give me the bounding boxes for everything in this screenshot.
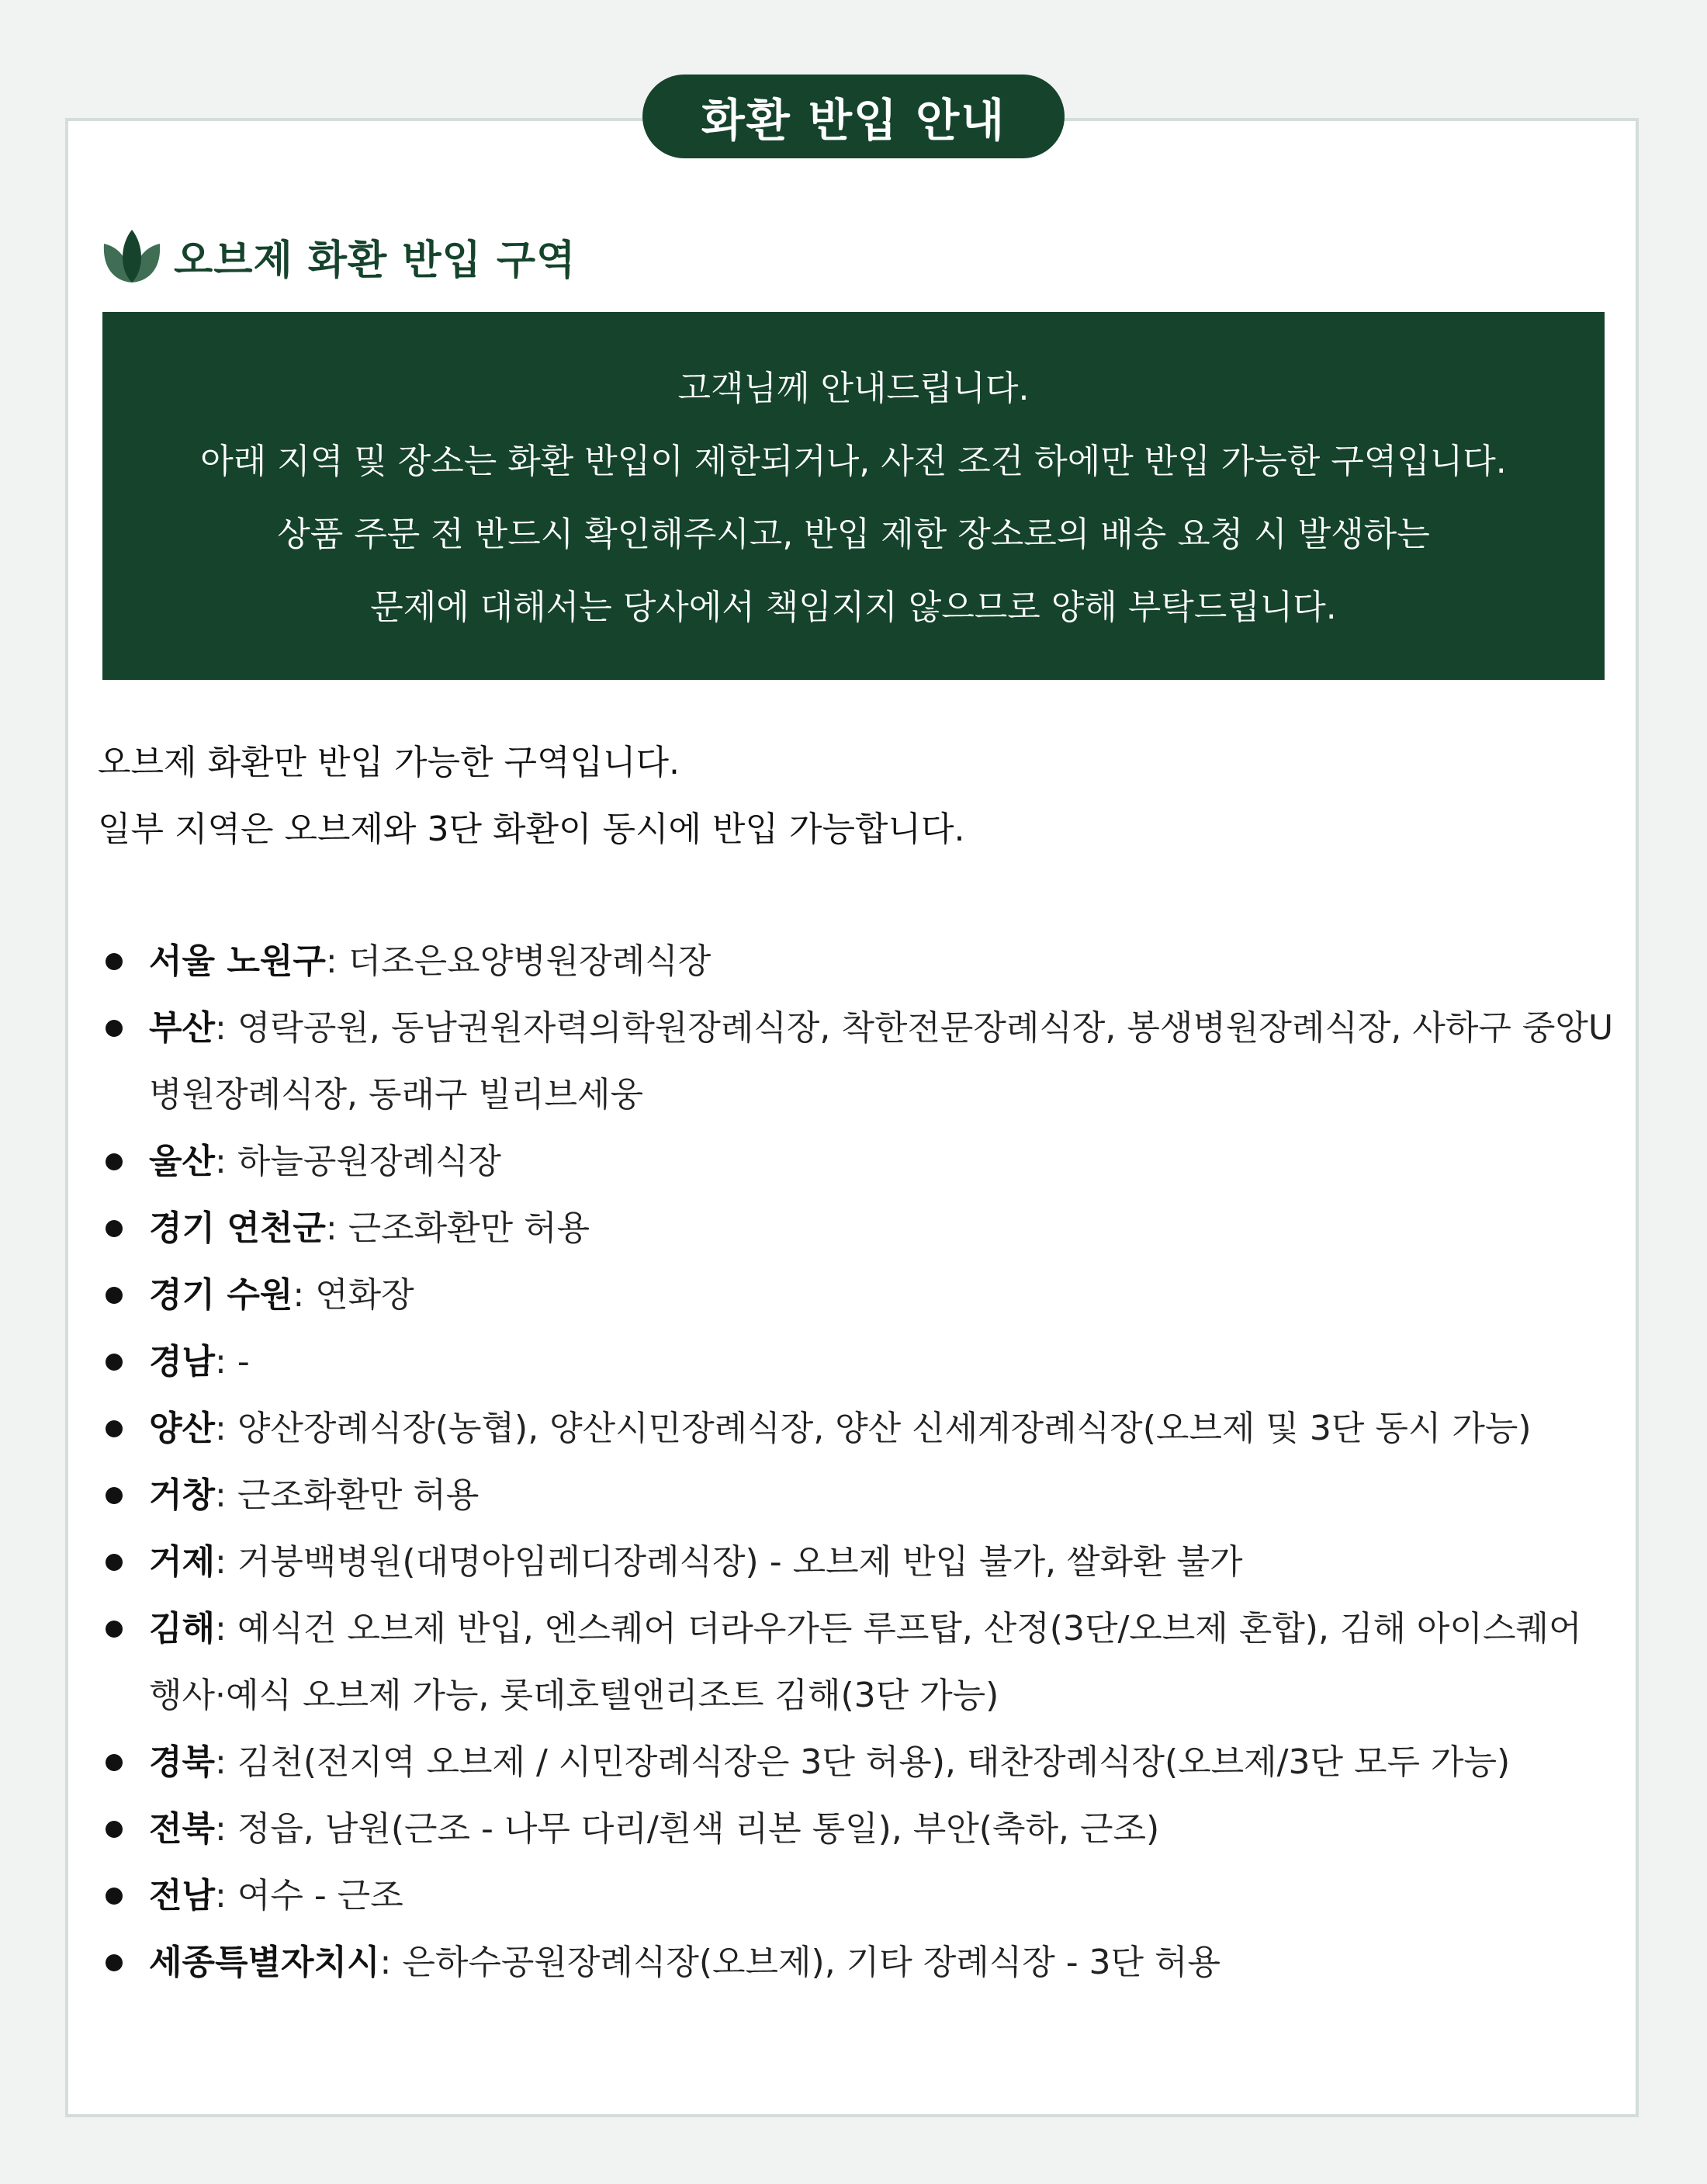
region-item bbox=[101, 1863, 1614, 1929]
region-detail: 영락공원, 동남권원자력의학원장례식장, 착한전문장례식장, 봉생병원장례식장, 사하구 중앙U병원장례식장, 동래구 빌리브세웅 bbox=[149, 1008, 1614, 1115]
region-detail: 양산장례식장(농협), 양산시민장례식장, 양산 신세계장례식장(오브제 및 3단 동시 가능) bbox=[237, 1409, 1532, 1448]
bullet-icon bbox=[106, 1020, 123, 1037]
bullet-icon bbox=[106, 1487, 123, 1504]
region-name: 경북 bbox=[149, 1742, 216, 1782]
region-item bbox=[101, 1262, 1614, 1329]
region-detail: - bbox=[237, 1342, 250, 1381]
region-item bbox=[101, 1462, 1614, 1529]
region-name: 서울 노원구 bbox=[149, 941, 326, 981]
region-separator: : bbox=[215, 1475, 237, 1515]
region-detail: 예식건 오브제 반입, 엔스퀘어 더라우가든 루프탑, 산정(3단/오브제 혼합), 김해 아이스퀘어 행사·예식 오브제 가능, 롯데호텔앤리조트 김해(3단 가능) bbox=[149, 1609, 1582, 1715]
bullet-icon bbox=[106, 1621, 123, 1638]
region-item bbox=[101, 1529, 1614, 1596]
intro-text bbox=[98, 730, 964, 863]
region-name: 거제 bbox=[149, 1542, 216, 1582]
region-name: 전북 bbox=[149, 1809, 216, 1849]
region-item bbox=[101, 1329, 1614, 1395]
bullet-icon bbox=[106, 1287, 123, 1304]
intro-line: 일부 지역은 오브제와 3단 화환이 동시에 반입 가능합니다. bbox=[98, 809, 965, 849]
region-item bbox=[101, 1929, 1614, 1996]
region-name: 전남 bbox=[149, 1876, 216, 1915]
region-name: 세종특별자치시 bbox=[149, 1943, 380, 1982]
region-item bbox=[101, 1729, 1614, 1796]
bullet-icon bbox=[106, 1821, 123, 1838]
bullet-icon bbox=[106, 1354, 123, 1371]
region-detail: 연화장 bbox=[315, 1275, 414, 1315]
bullet-icon bbox=[106, 1420, 123, 1437]
region-separator: : bbox=[215, 1342, 237, 1381]
region-item bbox=[101, 1128, 1614, 1195]
region-separator: : bbox=[379, 1943, 403, 1982]
page-title-text: 화환 반입 안내 bbox=[701, 94, 1006, 147]
region-separator: : bbox=[215, 1809, 237, 1849]
region-name: 김해 bbox=[149, 1609, 216, 1648]
region-name: 거창 bbox=[149, 1475, 216, 1515]
region-separator: : bbox=[325, 1208, 348, 1248]
leaf-icon bbox=[101, 227, 163, 286]
region-item bbox=[101, 928, 1614, 995]
region-separator: : bbox=[293, 1275, 316, 1315]
region-separator: : bbox=[215, 1409, 237, 1448]
region-item bbox=[101, 1596, 1614, 1729]
region-detail: 은하수공원장례식장(오브제), 기타 장례식장 - 3단 허용 bbox=[402, 1943, 1221, 1982]
bullet-icon bbox=[106, 1153, 123, 1170]
region-detail: 거붕백병원(대명아임레디장례식장) - 오브제 반입 불가, 쌀화환 불가 bbox=[237, 1542, 1243, 1582]
region-detail: 정읍, 남원(근조 - 나무 다리/흰색 리본 통일), 부안(축하, 근조) bbox=[237, 1809, 1160, 1849]
region-detail: 여수 - 근조 bbox=[237, 1876, 403, 1915]
region-name: 울산 bbox=[149, 1142, 216, 1181]
region-list bbox=[101, 928, 1614, 1996]
intro-line: 오브제 화환만 반입 가능한 구역입니다. bbox=[98, 743, 680, 782]
region-separator: : bbox=[215, 1742, 237, 1782]
region-separator: : bbox=[215, 1008, 237, 1048]
notice-line: 상품 주문 전 반드시 확인해주시고, 반입 제한 장소로의 배송 요청 시 발생하는 bbox=[277, 515, 1430, 554]
region-detail: 근조화환만 허용 bbox=[348, 1208, 590, 1248]
region-separator: : bbox=[215, 1542, 237, 1582]
region-separator: : bbox=[215, 1142, 237, 1181]
section-heading bbox=[101, 225, 576, 287]
notice-line: 고객님께 안내드립니다. bbox=[677, 369, 1030, 408]
region-name: 경남 bbox=[149, 1342, 216, 1381]
notice-line: 문제에 대해서는 당사에서 책임지지 않으므로 양해 부탁드립니다. bbox=[370, 588, 1337, 627]
region-separator: : bbox=[215, 1609, 237, 1648]
region-item bbox=[101, 995, 1614, 1128]
page-title bbox=[642, 75, 1065, 158]
region-item bbox=[101, 1395, 1614, 1462]
region-detail: 더조은요양병원장례식장 bbox=[348, 941, 712, 981]
region-detail: 김천(전지역 오브제 / 시민장례식장은 3단 허용), 태찬장례식장(오브제/3단 모두 가능) bbox=[237, 1742, 1511, 1782]
region-name: 경기 수원 bbox=[149, 1275, 293, 1315]
region-separator: : bbox=[325, 941, 348, 981]
notice-line: 아래 지역 및 장소는 화환 반입이 제한되거나, 사전 조건 하에만 반입 가능한 구역입니다. bbox=[200, 442, 1507, 481]
bullet-icon bbox=[106, 1220, 123, 1237]
region-name: 부산 bbox=[149, 1008, 216, 1048]
region-item bbox=[101, 1195, 1614, 1262]
bullet-icon bbox=[106, 953, 123, 970]
bullet-icon bbox=[106, 1888, 123, 1905]
region-name: 경기 연천군 bbox=[149, 1208, 326, 1248]
bullet-icon bbox=[106, 1954, 123, 1971]
notice-box bbox=[102, 312, 1605, 680]
region-detail: 하늘공원장례식장 bbox=[237, 1142, 501, 1181]
bullet-icon bbox=[106, 1554, 123, 1571]
bullet-icon bbox=[106, 1754, 123, 1771]
region-detail: 근조화환만 허용 bbox=[237, 1475, 480, 1515]
region-item bbox=[101, 1796, 1614, 1863]
section-heading-text: 오브제 화환 반입 구역 bbox=[174, 237, 577, 284]
region-name: 양산 bbox=[149, 1409, 216, 1448]
region-separator: : bbox=[215, 1876, 237, 1915]
